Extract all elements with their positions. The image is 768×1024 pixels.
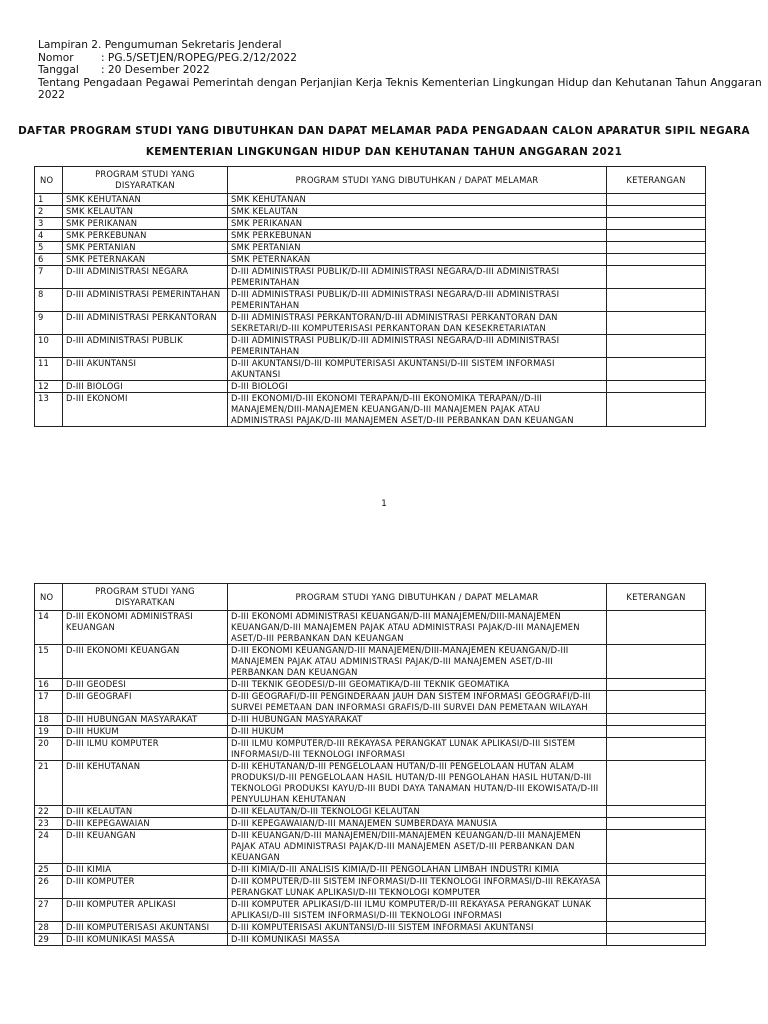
table-row bbox=[35, 645, 706, 679]
cell-disyaratkan: D-III KOMPUTERISASI AKUNTANSI bbox=[63, 922, 228, 934]
cell-disyaratkan: D-III ADMINISTRASI PERKANTORAN bbox=[63, 312, 228, 335]
cell-disyaratkan: D-III KEHUTANAN bbox=[63, 761, 228, 806]
cell-keterangan bbox=[607, 645, 706, 679]
cell-dibutuhkan: SMK PERTANIAN bbox=[228, 242, 607, 254]
study-program-table-page2 bbox=[34, 583, 706, 946]
document-header bbox=[38, 39, 762, 102]
cell-no: 19 bbox=[35, 726, 63, 738]
cell-no: 3 bbox=[35, 218, 63, 230]
cell-no: 11 bbox=[35, 358, 63, 381]
cell-keterangan bbox=[607, 381, 706, 393]
cell-dibutuhkan: D-III ADMINISTRASI PUBLIK/D-III ADMINISTRASI NEGARA/D-III ADMINISTRASI PEMERINTAHAN bbox=[228, 266, 607, 289]
nomor-value: : PG.5/SETJEN/ROPEG/PEG.2/12/2022 bbox=[101, 51, 297, 64]
table-row bbox=[35, 864, 706, 876]
table-row bbox=[35, 206, 706, 218]
cell-disyaratkan: D-III ILMU KOMPUTER bbox=[63, 738, 228, 761]
cell-disyaratkan: SMK KEHUTANAN bbox=[63, 194, 228, 206]
tanggal-value: : 20 Desember 2022 bbox=[101, 64, 210, 76]
cell-disyaratkan: D-III EKONOMI ADMINISTRASI KEUANGAN bbox=[63, 611, 228, 645]
cell-disyaratkan: D-III ADMINISTRASI NEGARA bbox=[63, 266, 228, 289]
cell-dibutuhkan: D-III KEHUTANAN/D-III PENGELOLAAN HUTAN/D-III PENGELOLAAN HUTAN ALAM PRODUKSI/D-III PENGELOLAAN HASIL HUTAN/D-III PENGOLAHAN HASIL HUTAN/D-III TEKNOLOGI PRODUKSI KAYU/D-III BUDI DAYA TANAMAN HUTAN/D-III EKOWISATA/D-III PENYULUHAN KEHUTANAN bbox=[228, 761, 607, 806]
tanggal-line bbox=[38, 64, 738, 77]
cell-dibutuhkan: D-III ADMINISTRASI PERKANTORAN/D-III ADMINISTRASI PERKANTORAN DAN SEKRETARI/D-III KOMPUTERISASI PERKANTORAN DAN KESEKRETARIATAN bbox=[228, 312, 607, 335]
cell-no: 13 bbox=[35, 393, 63, 427]
cell-dibutuhkan: D-III HUBUNGAN MASYARAKAT bbox=[228, 714, 607, 726]
table-header-row bbox=[35, 584, 706, 611]
cell-keterangan bbox=[607, 289, 706, 312]
cell-no: 1 bbox=[35, 194, 63, 206]
table-row bbox=[35, 393, 706, 427]
column-header-disyaratkan: PROGRAM STUDI YANG DISYARATKAN bbox=[63, 584, 228, 611]
cell-disyaratkan: D-III EKONOMI bbox=[63, 393, 228, 427]
cell-disyaratkan: D-III KOMPUTER APLIKASI bbox=[63, 899, 228, 922]
table-row bbox=[35, 806, 706, 818]
cell-keterangan bbox=[607, 761, 706, 806]
cell-dibutuhkan: D-III EKONOMI ADMINISTRASI KEUANGAN/D-III MANAJEMEN/DIII-MANAJEMEN KEUANGAN/D-III MANAJEMEN PAJAK ATAU ADMINISTRASI PAJAK/D-III MANAJEMEN ASET/D-III PERBANKAN DAN KEUANGAN bbox=[228, 611, 607, 645]
table-row bbox=[35, 761, 706, 806]
cell-dibutuhkan: SMK PERIKANAN bbox=[228, 218, 607, 230]
table-row bbox=[35, 242, 706, 254]
table-row bbox=[35, 714, 706, 726]
table-row bbox=[35, 218, 706, 230]
column-header-dibutuhkan: PROGRAM STUDI YANG DIBUTUHKAN / DAPAT MELAMAR bbox=[228, 584, 607, 611]
cell-no: 5 bbox=[35, 242, 63, 254]
cell-no: 16 bbox=[35, 679, 63, 691]
cell-dibutuhkan: D-III KEPEGAWAIAN/D-III MANAJEMEN SUMBERDAYA MANUSIA bbox=[228, 818, 607, 830]
cell-no: 4 bbox=[35, 230, 63, 242]
table-row bbox=[35, 254, 706, 266]
table-row bbox=[35, 289, 706, 312]
cell-no: 10 bbox=[35, 335, 63, 358]
cell-disyaratkan: D-III HUBUNGAN MASYARAKAT bbox=[63, 714, 228, 726]
cell-keterangan bbox=[607, 726, 706, 738]
cell-no: 24 bbox=[35, 830, 63, 864]
cell-disyaratkan: D-III KEUANGAN bbox=[63, 830, 228, 864]
table-row bbox=[35, 876, 706, 899]
lampiran-line: Lampiran 2. Pengumuman Sekretaris Jenderal bbox=[38, 39, 282, 51]
cell-no: 21 bbox=[35, 761, 63, 806]
cell-disyaratkan: D-III ADMINISTRASI PEMERINTAHAN bbox=[63, 289, 228, 312]
cell-keterangan bbox=[607, 806, 706, 818]
cell-keterangan bbox=[607, 738, 706, 761]
cell-no: 12 bbox=[35, 381, 63, 393]
cell-disyaratkan: D-III ADMINISTRASI PUBLIK bbox=[63, 335, 228, 358]
cell-keterangan bbox=[607, 358, 706, 381]
cell-dibutuhkan: D-III EKONOMI KEUANGAN/D-III MANAJEMEN/DIII-MANAJEMEN KEUANGAN/D-III MANAJEMEN PAJAK ATAU ADMINISTRASI PAJAK/D-III MANAJEMEN ASET/D-III PERBANKAN DAN KEUANGAN bbox=[228, 645, 607, 679]
cell-dibutuhkan: SMK KELAUTAN bbox=[228, 206, 607, 218]
cell-keterangan bbox=[607, 934, 706, 946]
cell-no: 18 bbox=[35, 714, 63, 726]
cell-no: 25 bbox=[35, 864, 63, 876]
cell-keterangan bbox=[607, 206, 706, 218]
cell-dibutuhkan: D-III HUKUM bbox=[228, 726, 607, 738]
cell-keterangan bbox=[607, 818, 706, 830]
cell-no: 7 bbox=[35, 266, 63, 289]
table-row bbox=[35, 922, 706, 934]
cell-disyaratkan: D-III EKONOMI KEUANGAN bbox=[63, 645, 228, 679]
cell-dibutuhkan: D-III KIMIA/D-III ANALISIS KIMIA/D-III PENGOLAHAN LIMBAH INDUSTRI KIMIA bbox=[228, 864, 607, 876]
table-row bbox=[35, 358, 706, 381]
cell-dibutuhkan: D-III TEKNIK GEODESI/D-III GEOMATIKA/D-III TEKNIK GEOMATIKA bbox=[228, 679, 607, 691]
cell-disyaratkan: D-III BIOLOGI bbox=[63, 381, 228, 393]
cell-keterangan bbox=[607, 830, 706, 864]
column-header-keterangan: KETERANGAN bbox=[607, 584, 706, 611]
table-row bbox=[35, 830, 706, 864]
table-row bbox=[35, 934, 706, 946]
document-title-line2: KEMENTERIAN LINGKUNGAN HIDUP DAN KEHUTANAN TAHUN ANGGARAN 2021 bbox=[145, 146, 623, 158]
cell-keterangan bbox=[607, 899, 706, 922]
tanggal-label: Tanggal bbox=[38, 64, 79, 76]
study-program-table-page1 bbox=[34, 166, 706, 427]
column-header-no: NO bbox=[35, 584, 63, 611]
table-row bbox=[35, 381, 706, 393]
document-title-line1: DAFTAR PROGRAM STUDI YANG DIBUTUHKAN DAN DAPAT MELAMAR PADA PENGADAAN CALON APARATUR SIPIL NEGARA bbox=[18, 125, 750, 137]
cell-keterangan bbox=[607, 335, 706, 358]
table-row bbox=[35, 899, 706, 922]
cell-no: 29 bbox=[35, 934, 63, 946]
cell-disyaratkan: SMK PETERNAKAN bbox=[63, 254, 228, 266]
cell-keterangan bbox=[607, 922, 706, 934]
cell-no: 22 bbox=[35, 806, 63, 818]
cell-disyaratkan: SMK PERIKANAN bbox=[63, 218, 228, 230]
table-row bbox=[35, 679, 706, 691]
table-row bbox=[35, 611, 706, 645]
cell-dibutuhkan: D-III ADMINISTRASI PUBLIK/D-III ADMINISTRASI NEGARA/D-III ADMINISTRASI PEMERINTAHAN bbox=[228, 335, 607, 358]
table-header-row bbox=[35, 167, 706, 194]
cell-dibutuhkan: SMK KEHUTANAN bbox=[228, 194, 607, 206]
table-row bbox=[35, 335, 706, 358]
column-header-keterangan: KETERANGAN bbox=[607, 167, 706, 194]
cell-no: 23 bbox=[35, 818, 63, 830]
cell-no: 14 bbox=[35, 611, 63, 645]
column-header-no: NO bbox=[35, 167, 63, 194]
cell-no: 27 bbox=[35, 899, 63, 922]
cell-dibutuhkan: D-III KELAUTAN/D-III TEKNOLOGI KELAUTAN bbox=[228, 806, 607, 818]
cell-dibutuhkan: D-III KOMPUTER APLIKASI/D-III ILMU KOMPUTER/D-III REKAYASA PERANGKAT LUNAK APLIKASI/D-III SISTEM INFORMASI/D-III TEKNOLOGI INFORMASI bbox=[228, 899, 607, 922]
cell-dibutuhkan: D-III ILMU KOMPUTER/D-III REKAYASA PERANGKAT LUNAK APLIKASI/D-III SISTEM INFORMASI/D-III TEKNOLOGI INFORMASI bbox=[228, 738, 607, 761]
cell-dibutuhkan: SMK PERKEBUNAN bbox=[228, 230, 607, 242]
tentang-line: Tentang Pengadaan Pegawai Pemerintah dengan Perjanjian Kerja Teknis Kementerian Lingkungan Hidup dan Kehutanan Tahun Anggaran bbox=[38, 76, 762, 89]
cell-disyaratkan: D-III KIMIA bbox=[63, 864, 228, 876]
cell-keterangan bbox=[607, 194, 706, 206]
cell-disyaratkan: D-III KELAUTAN bbox=[63, 806, 228, 818]
cell-keterangan bbox=[607, 393, 706, 427]
cell-keterangan bbox=[607, 266, 706, 289]
table-row bbox=[35, 818, 706, 830]
table-row bbox=[35, 312, 706, 335]
cell-no: 6 bbox=[35, 254, 63, 266]
cell-dibutuhkan: D-III KOMPUTER/D-III SISTEM INFORMASI/D-III TEKNOLOGI INFORMASI/D-III REKAYASA PERANGKAT LUNAK APLIKASI/D-III TEKNOLOGI KOMPUTER bbox=[228, 876, 607, 899]
cell-disyaratkan: D-III KOMUNIKASI MASSA bbox=[63, 934, 228, 946]
page-number: 1 bbox=[381, 499, 387, 509]
column-header-dibutuhkan: PROGRAM STUDI YANG DIBUTUHKAN / DAPAT MELAMAR bbox=[228, 167, 607, 194]
table-row bbox=[35, 194, 706, 206]
table-row bbox=[35, 738, 706, 761]
cell-dibutuhkan: D-III KOMPUTERISASI AKUNTANSI/D-III SISTEM INFORMASI AKUNTANSI bbox=[228, 922, 607, 934]
cell-dibutuhkan: D-III ADMINISTRASI PUBLIK/D-III ADMINISTRASI NEGARA/D-III ADMINISTRASI PEMERINTAHAN bbox=[228, 289, 607, 312]
cell-no: 2 bbox=[35, 206, 63, 218]
cell-no: 9 bbox=[35, 312, 63, 335]
cell-keterangan bbox=[607, 691, 706, 714]
cell-disyaratkan: D-III GEOGRAFI bbox=[63, 691, 228, 714]
table-row bbox=[35, 230, 706, 242]
cell-keterangan bbox=[607, 611, 706, 645]
cell-disyaratkan: SMK PERTANIAN bbox=[63, 242, 228, 254]
cell-disyaratkan: SMK PERKEBUNAN bbox=[63, 230, 228, 242]
cell-no: 8 bbox=[35, 289, 63, 312]
cell-keterangan bbox=[607, 679, 706, 691]
cell-disyaratkan: D-III AKUNTANSI bbox=[63, 358, 228, 381]
cell-dibutuhkan: D-III GEOGRAFI/D-III PENGINDERAAN JAUH DAN SISTEM INFORMASI GEOGRAFI/D-III SURVEI PEMETAAN DAN INFORMASI GRAFIS/D-III SURVEI DAN PEMETAAN WILAYAH bbox=[228, 691, 607, 714]
cell-no: 28 bbox=[35, 922, 63, 934]
cell-dibutuhkan: D-III KEUANGAN/D-III MANAJEMEN/DIII-MANAJEMEN KEUANGAN/D-III MANAJEMEN PAJAK ATAU ADMINISTRASI PAJAK/D-III MANAJEMEN ASET/D-III PERBANKAN DAN KEUANGAN bbox=[228, 830, 607, 864]
column-header-disyaratkan: PROGRAM STUDI YANG DISYARATKAN bbox=[63, 167, 228, 194]
cell-dibutuhkan: D-III AKUNTANSI/D-III KOMPUTERISASI AKUNTANSI/D-III SISTEM INFORMASI AKUNTANSI bbox=[228, 358, 607, 381]
cell-no: 26 bbox=[35, 876, 63, 899]
nomor-label: Nomor bbox=[38, 51, 74, 64]
cell-keterangan bbox=[607, 714, 706, 726]
cell-no: 15 bbox=[35, 645, 63, 679]
tahun-line: 2022 bbox=[38, 89, 65, 101]
cell-keterangan bbox=[607, 242, 706, 254]
cell-keterangan bbox=[607, 254, 706, 266]
cell-disyaratkan: SMK KELAUTAN bbox=[63, 206, 228, 218]
cell-keterangan bbox=[607, 864, 706, 876]
cell-no: 17 bbox=[35, 691, 63, 714]
cell-keterangan bbox=[607, 876, 706, 899]
cell-dibutuhkan: D-III EKONOMI/D-III EKONOMI TERAPAN/D-III EKONOMIKA TERAPAN//D-III MANAJEMEN/DIII-MANAJEMEN KEUANGAN/D-III MANAJEMEN PAJAK ATAU ADMINISTRASI PAJAK/D-III MANAJEMEN ASET/D-III PERBANKAN DAN KEUANGAN bbox=[228, 393, 607, 427]
cell-keterangan bbox=[607, 218, 706, 230]
cell-disyaratkan: D-III KEPEGAWAIAN bbox=[63, 818, 228, 830]
cell-keterangan bbox=[607, 230, 706, 242]
cell-disyaratkan: D-III GEODESI bbox=[63, 679, 228, 691]
table-row bbox=[35, 266, 706, 289]
cell-no: 20 bbox=[35, 738, 63, 761]
cell-disyaratkan: D-III KOMPUTER bbox=[63, 876, 228, 899]
cell-dibutuhkan: D-III KOMUNIKASI MASSA bbox=[228, 934, 607, 946]
cell-dibutuhkan: SMK PETERNAKAN bbox=[228, 254, 607, 266]
cell-keterangan bbox=[607, 312, 706, 335]
table-row bbox=[35, 691, 706, 714]
nomor-line bbox=[38, 52, 738, 65]
table-row bbox=[35, 726, 706, 738]
cell-dibutuhkan: D-III BIOLOGI bbox=[228, 381, 607, 393]
cell-disyaratkan: D-III HUKUM bbox=[63, 726, 228, 738]
